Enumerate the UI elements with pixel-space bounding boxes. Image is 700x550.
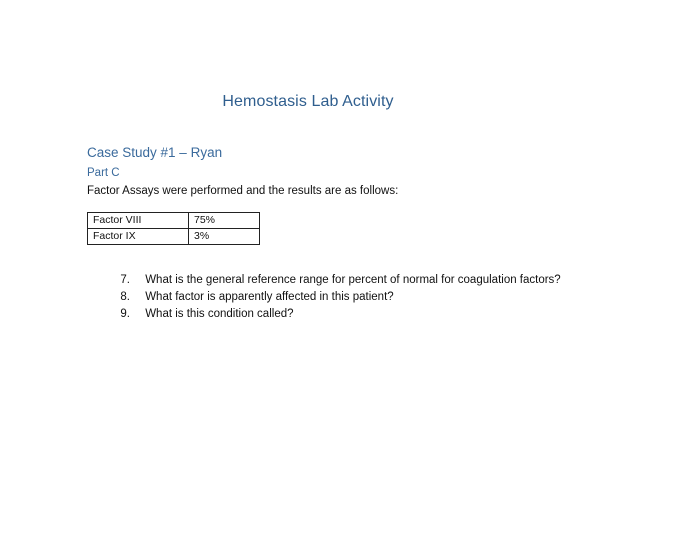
questions-list <box>87 272 561 323</box>
list-item <box>87 289 561 306</box>
factor-assay-table <box>87 212 260 245</box>
question-number: 9. <box>120 308 130 320</box>
question-number: 7. <box>120 274 130 286</box>
intro-text: Factor Assays were performed and the results are as follows: <box>87 185 399 197</box>
list-item <box>87 306 561 323</box>
factor-value-cell: 3% <box>189 229 260 245</box>
question-text: What is this condition called? <box>145 308 294 320</box>
table-row <box>88 213 260 229</box>
question-text: What is the general reference range for percent of normal for coagulation factors? <box>145 274 561 286</box>
question-number: 8. <box>120 291 130 303</box>
part-label: Part C <box>87 167 120 179</box>
factor-value-cell: 75% <box>189 213 260 229</box>
question-text: What factor is apparently affected in this patient? <box>145 291 394 303</box>
list-item <box>87 272 561 289</box>
factor-name-cell: Factor VIII <box>88 213 189 229</box>
table-row <box>88 229 260 245</box>
case-study-heading: Case Study #1 – Ryan <box>87 145 223 160</box>
factor-name-cell: Factor IX <box>88 229 189 245</box>
document-title: Hemostasis Lab Activity <box>222 93 394 110</box>
